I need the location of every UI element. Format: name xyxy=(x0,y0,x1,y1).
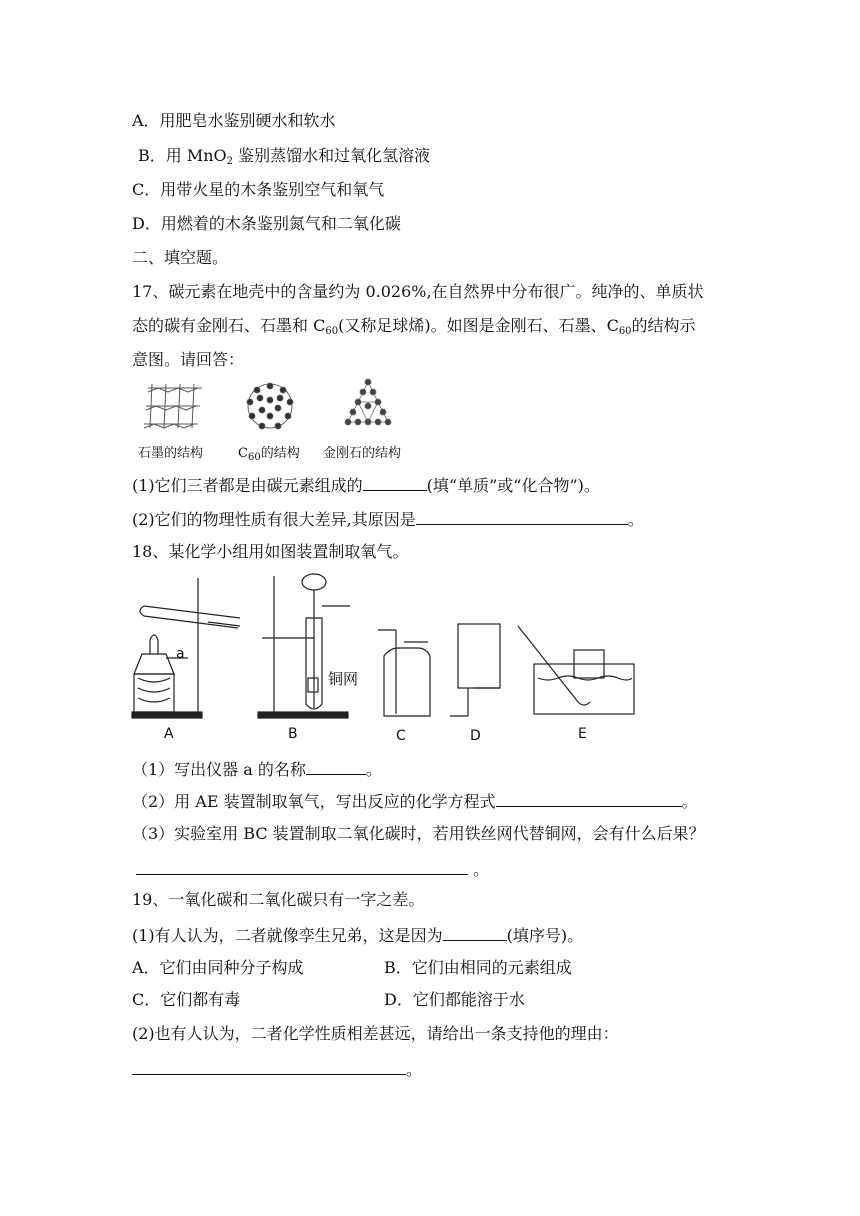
q19-title: 19、一氧化碳和二氧化碳只有一字之差。 xyxy=(132,890,425,909)
q19-sub1 xyxy=(132,924,583,946)
q17-line3: 意图。请回答： xyxy=(132,350,245,369)
q17-line2-a: 态的碳有金刚石、石墨和 C xyxy=(132,316,326,335)
q19-option-a: A．它们由同种分子构成 xyxy=(132,958,304,977)
c60-structure-image xyxy=(247,383,293,429)
q17-sub1-blank[interactable] xyxy=(363,474,427,491)
q18-sub3-answer xyxy=(136,858,489,880)
apparatus-a-image xyxy=(132,578,240,718)
label-C: C xyxy=(396,728,406,744)
q17-line2-sub: 60 xyxy=(325,326,339,337)
q18-sub1-blank[interactable] xyxy=(306,758,366,775)
c60-caption xyxy=(238,442,300,463)
diamond-caption: 金刚石的结构 xyxy=(323,446,402,461)
apparatus-e-image xyxy=(518,626,634,714)
q18-sub1 xyxy=(132,758,382,780)
q18-title: 18、某化学小组用如图装置制取氧气。 xyxy=(132,542,409,561)
label-B: B xyxy=(288,726,298,742)
option-d: D．用燃着的木条鉴别氮气和二氧化碳 xyxy=(132,214,401,233)
label-a: a xyxy=(176,646,185,662)
carbon-structures-figure xyxy=(138,378,418,438)
q17-sub1-b: (填“单质”或“化合物”)。 xyxy=(426,476,600,495)
q19-option-d: D．它们都能溶于水 xyxy=(384,990,525,1009)
option-c: C．用带火星的木条鉴别空气和氧气 xyxy=(132,180,385,199)
apparatus-b-image xyxy=(258,574,350,718)
section-title: 二、填空题。 xyxy=(132,248,229,267)
q18-sub2-b: 。 xyxy=(681,792,698,811)
apparatus-figure xyxy=(128,568,648,728)
apparatus-c-image xyxy=(378,630,430,716)
q17-line2-b: (又称足球烯)。如图是金刚石、石墨、C xyxy=(338,316,619,335)
q19-option-c: C．它们都有毒 xyxy=(132,990,241,1009)
apparatus-d-image xyxy=(450,624,500,716)
q19-sub2: (2)也有人认为，二者化学性质相差甚远，请给出一条支持他的理由： xyxy=(132,1024,619,1043)
label-copper: 铜网 xyxy=(328,670,359,688)
q18-sub2-blank[interactable] xyxy=(496,790,682,807)
q18-sub1-a: （1）写出仪器 a 的名称 xyxy=(132,760,306,779)
c60-caption-sub: 60 xyxy=(247,452,261,463)
label-E: E xyxy=(578,726,587,742)
q17-sub2 xyxy=(132,508,644,530)
q17-sub1-a: (1)它们三者都是由碳元素组成的 xyxy=(132,476,363,495)
option-b-sub: 2 xyxy=(226,156,234,167)
option-b-prefix: B．用 MnO xyxy=(138,146,227,165)
q19-sub1-a: (1)有人认为，二者就像孪生兄弟，这是因为 xyxy=(132,926,443,945)
q17-sub2-a: (2)它们的物理性质有很大差异,其原因是 xyxy=(132,510,416,529)
label-A: A xyxy=(164,726,174,742)
option-a: A．用肥皂水鉴别硬水和软水 xyxy=(132,111,336,130)
option-b xyxy=(138,146,430,172)
q18-sub3: （3）实验室用 BC 装置制取二氧化碳时，若用铁丝网代替铜网，会有什么后果？ xyxy=(132,824,705,843)
q17-line2-sub2: 60 xyxy=(618,326,632,337)
q18-sub2 xyxy=(132,790,698,812)
c60-caption-a: C xyxy=(238,446,248,461)
option-b-suffix: 鉴别蒸馏水和过氧化氢溶液 xyxy=(238,146,431,165)
q18-sub1-b: 。 xyxy=(365,760,382,779)
graphite-caption: 石墨的结构 xyxy=(138,446,204,461)
diamond-structure-image xyxy=(345,379,391,425)
q17-sub2-blank[interactable] xyxy=(416,508,628,525)
q19-sub2-blank[interactable] xyxy=(132,1058,406,1075)
q17-line2 xyxy=(132,316,696,342)
q17-sub2-b: 。 xyxy=(627,510,644,529)
q18-sub3-blank[interactable] xyxy=(136,858,468,875)
q19-sub2-end: 。 xyxy=(406,1060,423,1079)
label-D: D xyxy=(470,728,481,744)
q17-line2-c: 的结构示 xyxy=(631,316,696,335)
q19-sub1-b: (填序号)。 xyxy=(506,926,584,945)
q19-sub2-answer xyxy=(132,1058,422,1080)
q17-line1: 17、碳元素在地壳中的含量约为 0.026%,在自然界中分布很广。纯净的、单质状 xyxy=(132,282,704,301)
q18-sub3-end: 。 xyxy=(473,860,490,879)
q17-sub1 xyxy=(132,474,600,496)
q18-sub2-a: （2）用 AE 装置制取氧气，写出反应的化学方程式 xyxy=(132,792,496,811)
c60-caption-b: 的结构 xyxy=(260,446,300,461)
graphite-structure-image xyxy=(144,384,202,428)
q19-option-b: B．它们由相同的元素组成 xyxy=(384,958,572,977)
q19-sub1-blank[interactable] xyxy=(443,924,507,941)
